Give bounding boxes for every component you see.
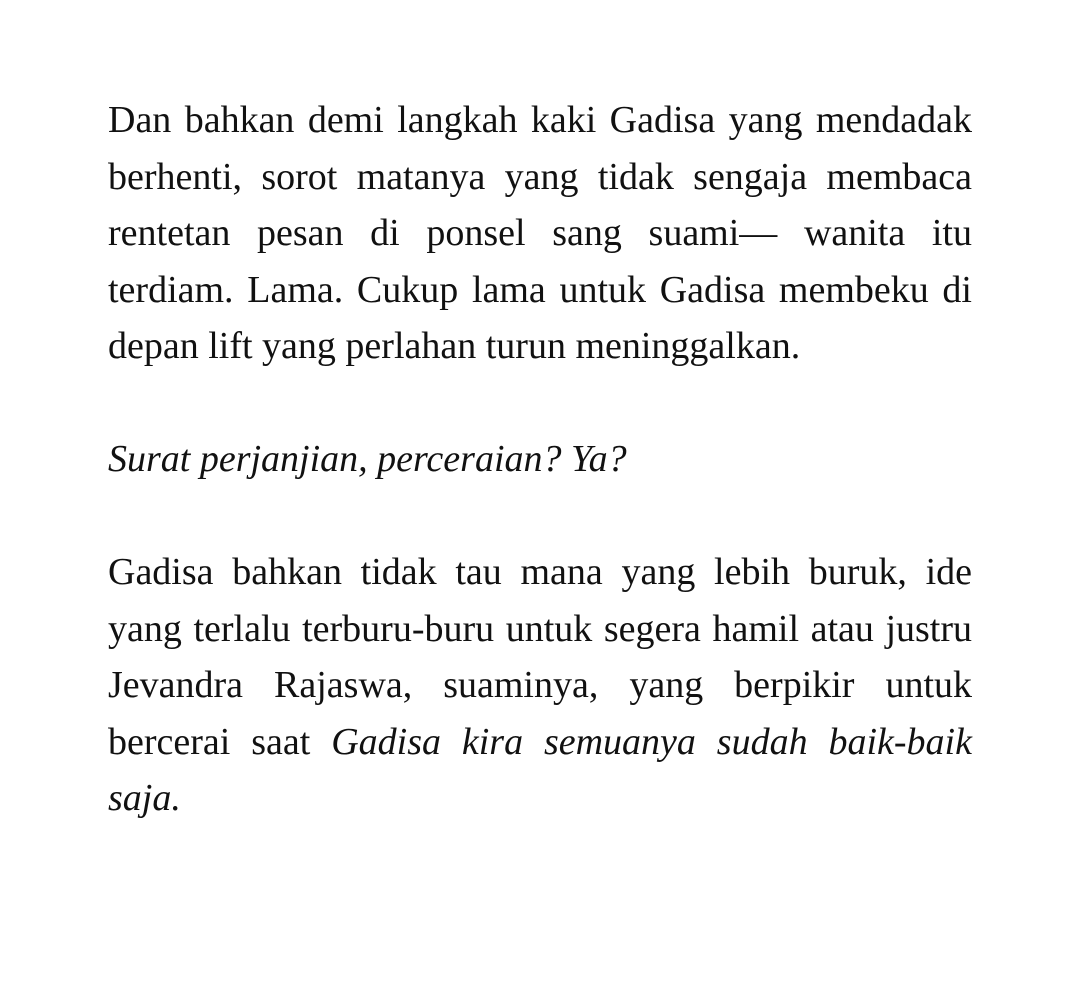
paragraph-3-text: Gadisa bahkan tidak tau mana yang lebih buruk, ide yang terlalu terburu-buru untuk segera hamil atau justru Jevandra Rajaswa, suaminya, yang berpikir untuk bercerai saat xyxy=(108,551,972,763)
document-body xyxy=(108,92,972,827)
paragraph-3-italic-text: Gadisa kira semuanya sudah baik-baik saja. xyxy=(108,720,972,819)
paragraph-2-italic: Surat perjanjian, perceraian? Ya? xyxy=(108,438,627,480)
paragraph-3 xyxy=(108,544,972,827)
paragraph-1: Dan bahkan demi langkah kaki Gadisa yang mendadak berhenti, sorot matanya yang tidak sengaja membaca rentetan pesan di ponsel sang suami— wanita itu terdiam. Lama. Cukup lama untuk Gadisa membeku di depan lift yang perlahan turun meninggalkan. xyxy=(108,99,972,367)
